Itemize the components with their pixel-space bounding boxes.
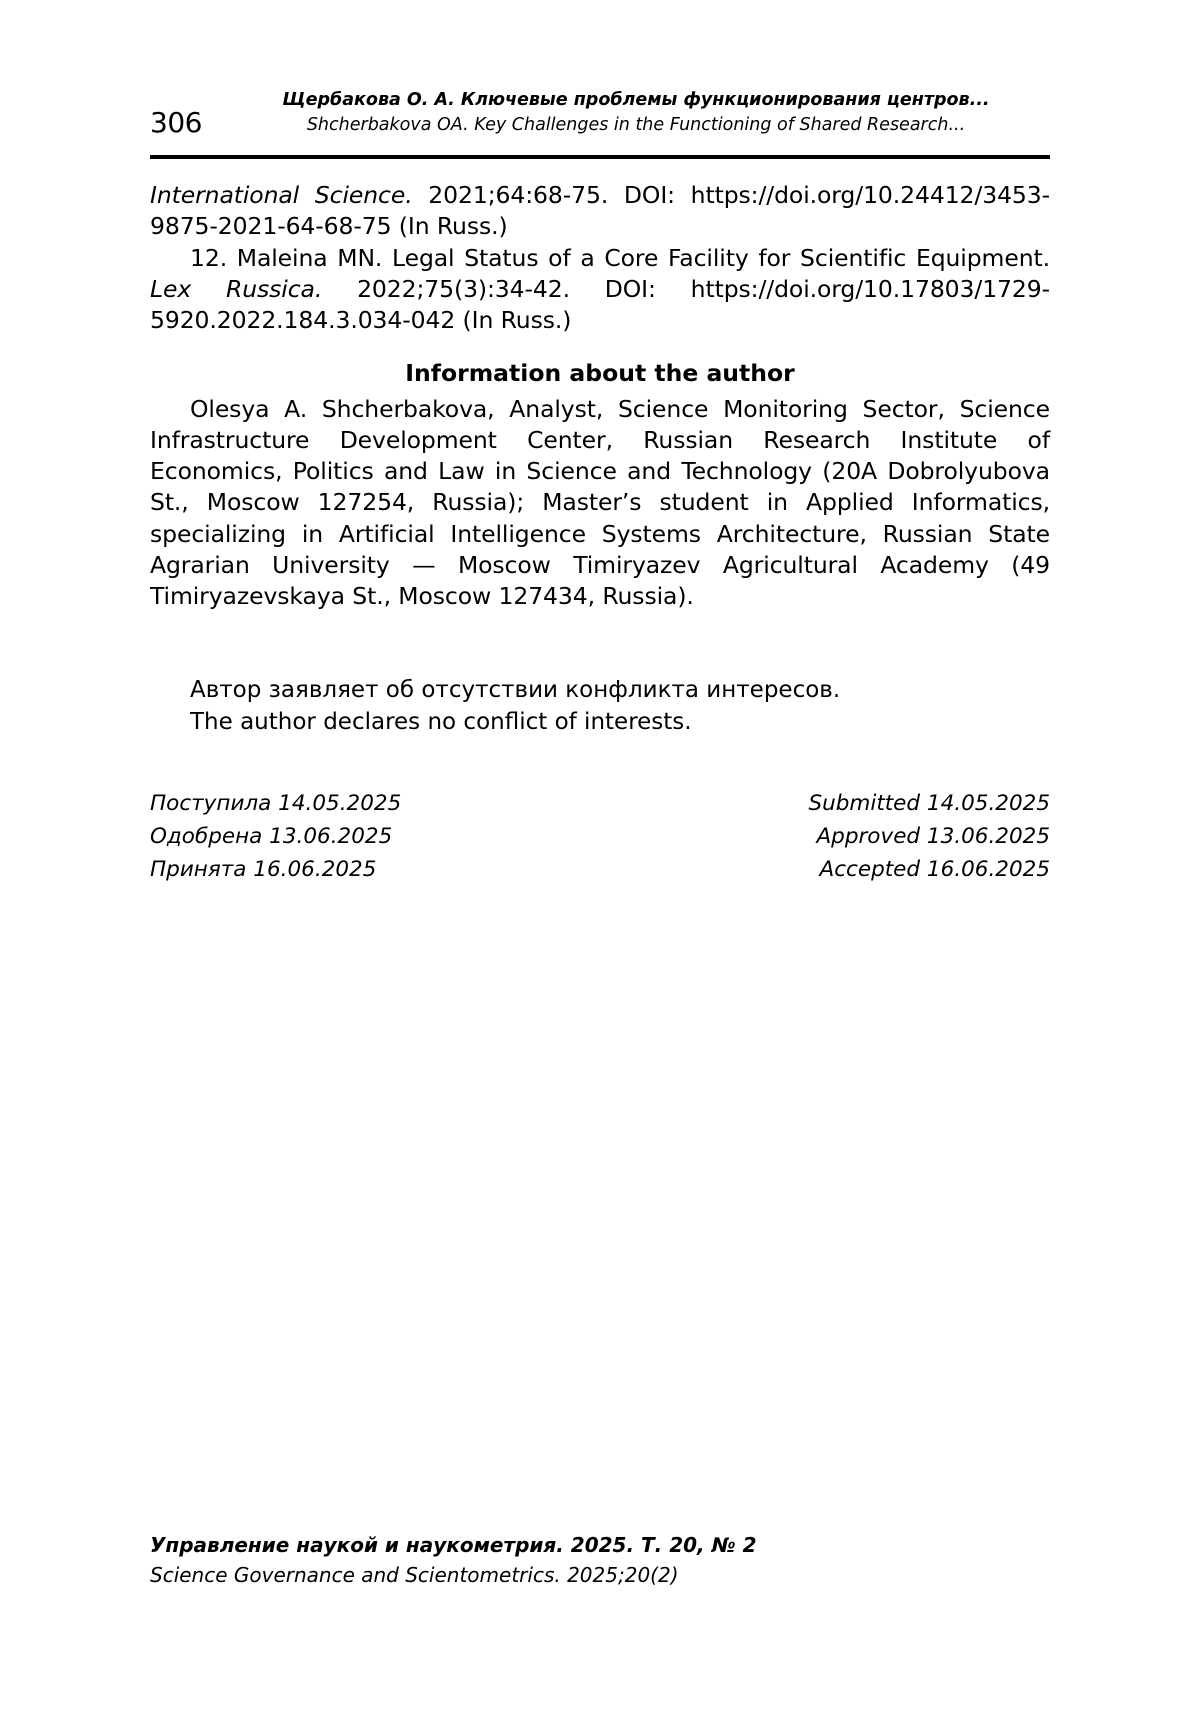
reference-12-source: Lex Russica. bbox=[150, 274, 323, 303]
date-approved-ru: Одобрена 13.06.2025 bbox=[150, 823, 393, 849]
declaration-ru: Автор заявляет об отсутствии конфликта интересов. bbox=[190, 677, 841, 704]
footer-journal-en: Science Governance and Scientometrics. 2025;20(2) bbox=[150, 1563, 679, 1587]
date-accepted-ru: Принята 16.06.2025 bbox=[150, 857, 377, 883]
reference-11-source: International Science. bbox=[150, 181, 413, 209]
date-accepted-en: Accepted 16.06.2025 bbox=[819, 857, 1050, 883]
submission-dates bbox=[150, 787, 1050, 887]
reference-12-lead: 12. Maleina MN. Legal Status of a Core Facility for Scientific Equipment. bbox=[190, 243, 1050, 272]
submission-dates-ru bbox=[150, 787, 401, 887]
page-footer bbox=[150, 1530, 1050, 1590]
reference-item-11 bbox=[150, 180, 1050, 243]
reference-11-details: 2021;64:68-75. DOI: https://doi.org/10.24412/3453-9875-2021-64-68-75 (In Russ.) bbox=[150, 181, 1050, 241]
reference-item-12 bbox=[150, 243, 1050, 337]
author-bio: Olesya A. Shcherbakova, Analyst, Science Monitoring Sector, Science Infrastructure Development Center, Russian Research Institute of Economics, Politics and Law in Science and Technology (20A Dobrolyubova St., Moscow 127254, Russia); Master’s student in Applied Informatics, specializing in Artificial Intelligence Systems Architecture, Russian State Agrarian University — Moscow Timiryazev Agricultural Academy (49 Timiryazevskaya St., Moscow 127434, Russia). bbox=[150, 394, 1050, 610]
submission-dates-en bbox=[808, 787, 1050, 887]
footer-journal-ru: Управление наукой и наукометрия. 2025. Т. 20, № 2 bbox=[150, 1533, 757, 1557]
declaration-en: The author declares no conflict of interests. bbox=[190, 709, 692, 736]
date-approved-en: Approved 13.06.2025 bbox=[816, 823, 1050, 849]
header-divider bbox=[150, 155, 1050, 159]
page-number: 306 bbox=[150, 105, 202, 139]
running-head-title-ru: Щербакова О. А. Ключевые проблемы функционирования центров... bbox=[282, 90, 990, 110]
running-head bbox=[150, 88, 1050, 139]
date-submitted-ru: Поступила 14.05.2025 bbox=[150, 790, 402, 816]
page-content bbox=[150, 180, 1050, 887]
conflict-of-interest-declaration bbox=[150, 674, 1050, 738]
reference-12-details: 2022;75(3):34-42. DOI: https://doi.org/10.17803/1729-5920.2022.184.3.034-042 (In Russ.) bbox=[150, 274, 1050, 334]
section-title-information-about-the-author: Information about the author bbox=[405, 359, 795, 388]
date-submitted-en: Submitted 14.05.2025 bbox=[808, 790, 1050, 816]
running-head-title-en: Shcherbakova OA. Key Challenges in the Functioning of Shared Research... bbox=[306, 115, 966, 136]
